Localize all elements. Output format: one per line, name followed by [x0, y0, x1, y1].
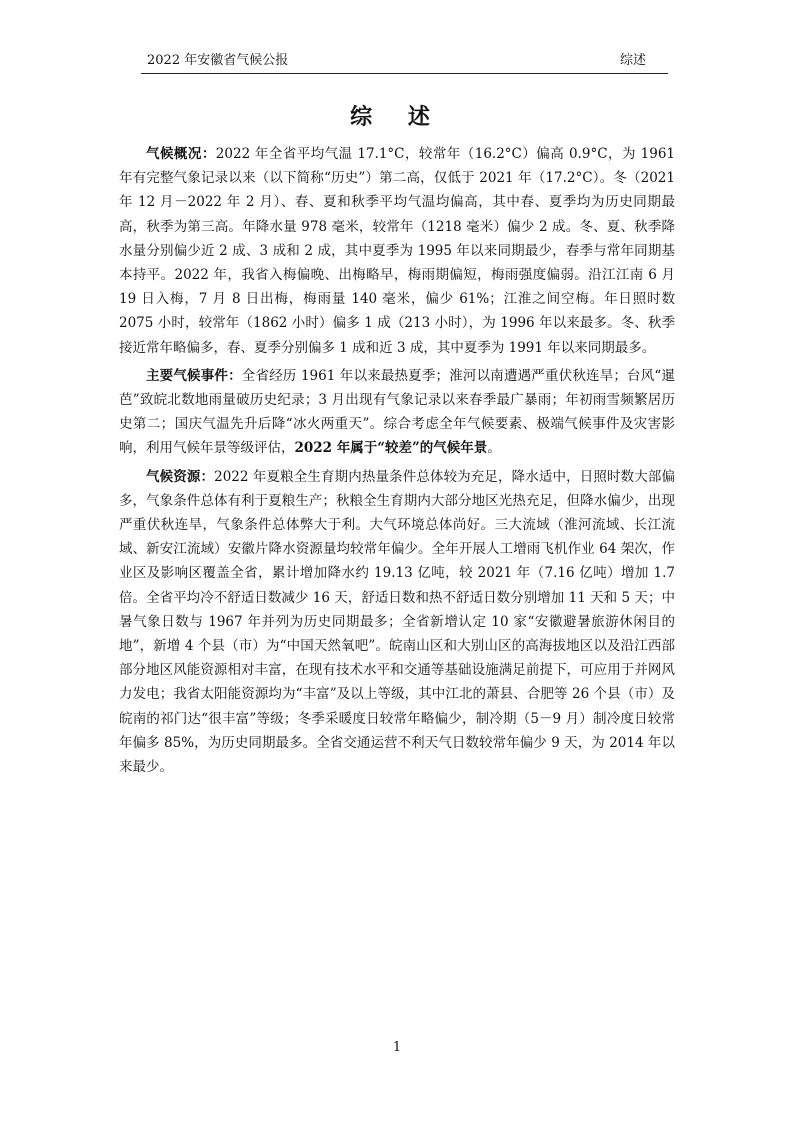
paragraph-climate-resources — [119, 465, 675, 780]
paragraph-text: 2022 年全省平均气温 17.1°C，较常年（16.2°C）偏高 0.9°C，为 1961 年有完整气象记录以来（以下简称“历史”）第二高，仅低于 2021 年（17.2°C）。冬（2021 年 12 月－2022 年 2 月）、春、夏和秋季平均气温均偏高，其中春、夏季均为历史同期最高，秋季为第三高。年降水量 978 毫米，较常年（1218 毫米）偏少 2 成。冬、夏、秋季降水量分别偏少近 2 成、3 成和 2 成，其中夏季为 1995 年以来同期最少，春季与常年同期基本持平。2022 年，我省入梅偏晚、出梅略早，梅雨期偏短，梅雨强度偏弱。沿江江南 6 月 19 日入梅，7 月 8 日出梅，梅雨量 140 毫米，偏少 61%；江淮之间空梅。年日照时数 2075 小时，较常年（1862 小时）偏多 1 成（213 小时），为 1996 年以来最多。冬、秋季接近常年略偏多，春、夏季分别偏多 1 成和近 3 成，其中夏季为 1991 年以来同期最多。 — [119, 146, 676, 356]
paragraph-tail: 。 — [487, 440, 501, 457]
header-section-name: 综述 — [619, 53, 646, 68]
main-content — [119, 142, 675, 783]
paragraph-emphasis: 2022 年属于“较差”的气候年景 — [294, 440, 488, 457]
paragraph-lead: 气候资源： — [146, 468, 215, 485]
page-title: 综 述 — [350, 104, 444, 130]
paragraph-text: 2022 年夏粮全生育期内热量条件总体较为充足，降水适中，日照时数大部偏多，气象条件总体有利于夏粮生产；秋粮全生育期内大部分地区光热充足，但降水偏少，出现严重伏秋连旱，气象条件总体弊大于利。大气环境总体尚好。三大流域（淮河流域、长江流域、新安江流域）安徽片降水资源量均较常年偏少。全年开展人工增雨飞机作业 64 架次，作业区及影响区覆盖全省，累计增加降水约 19.13 亿吨，较 2021 年（7.16 亿吨）增加 1.7 倍。全省平均冷不舒适日数减少 16 天，舒适日数和热不舒适日数分别增加 11 天和 5 天；中暑气象日数与 1967 年并列为历史同期最多；全省新增认定 10 家“安徽避暑旅游休闲目的地”，新增 4 个县（市）为“中国天然氧吧”。皖南山区和大别山区的高海拔地区以及沿江西部部分地区风能资源相对丰富，在现有技术水平和交通等基础设施满足前提下，可应用于并网风力发电；我省太阳能资源均为“丰富”及以上等级，其中江北的萧县、合肥等 26 个县（市）及皖南的祁门达“很丰富”等级；冬季采暖度日较常年略偏少，制冷期（5－9 月）制冷度日较常年偏多 85%，为历史同期最多。全省交通运营不利天气日数较常年偏少 9 天，为 2014 年以来最少。 — [119, 468, 675, 776]
page-header — [141, 49, 668, 74]
page-number: 1 — [392, 1040, 402, 1055]
paragraph-major-events — [119, 364, 675, 461]
header-report-title: 2022 年安徽省气候公报 — [147, 53, 289, 68]
paragraph-text: 全省经历 1961 年以来最热夏季；淮河以南遭遇严重伏秋连旱；台风“暹芭”致皖北数地雨量破历史纪录；3 月出现有气象记录以来春季最广暴雨；年初雨雪频繁居历史第二；国庆气温先升后降“冰火两重天”。综合考虑全年气候要素、极端气候事件及灾害影响，利用气候年景等级评估， — [119, 367, 676, 457]
paragraph-lead: 气候概况： — [146, 146, 216, 162]
paragraph-lead: 主要气候事件： — [146, 367, 242, 384]
paragraph-climate-overview — [119, 142, 675, 360]
